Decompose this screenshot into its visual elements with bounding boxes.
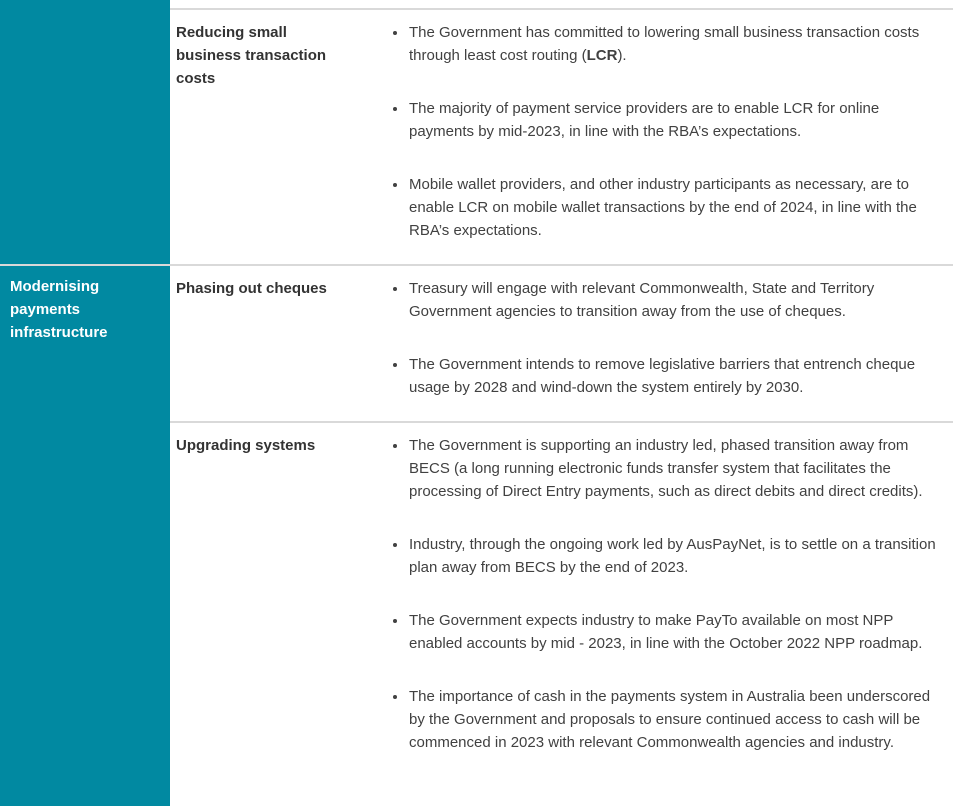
bullet-list xyxy=(388,434,943,754)
row-heading-cell xyxy=(170,423,388,806)
row-heading-cell xyxy=(170,10,388,264)
bold-term: LCR xyxy=(586,47,618,64)
category-cell-previous xyxy=(0,0,170,264)
bullet-item: • The Government expects industry to make PayTo available on most NPP enabled accounts by mid - 2023, in line with the October 2022 NPP roadmap. xyxy=(408,609,943,655)
table-row xyxy=(170,264,953,421)
row-heading: Reducing small business transaction costs xyxy=(176,24,327,87)
bullet-item: • Mobile wallet providers, and other industry participants as necessary, are to enable LCR on mobile wallet transactions by the end of 2024, in line with the RBA’s expectations. xyxy=(408,173,943,242)
table-row xyxy=(170,8,953,264)
bullet-item: • The importance of cash in the payments system in Australia been underscored by the Government and proposals to ensure continued access to cash will be commenced in 2023 with relevant Commonwealth agencies and industry. xyxy=(408,685,943,754)
bullet-item: • The Government has committed to lowering small business transaction costs through least cost routing (LCR). xyxy=(408,21,943,67)
bullet-cell xyxy=(388,423,953,806)
row-heading-cell xyxy=(170,266,388,421)
bullet-list xyxy=(388,21,943,242)
row-heading: Upgrading systems xyxy=(176,437,316,454)
bullet-item: • The Government intends to remove legislative barriers that entrench cheque usage by 2028 and wind-down the system entirely by 2030. xyxy=(408,353,943,399)
category-cell-modernising: Modernising payments infrastructure xyxy=(0,264,170,806)
bullet-cell xyxy=(388,10,953,264)
bullet-item: • The Government is supporting an industry led, phased transition away from BECS (a long running electronic funds transfer system that facilitates the processing of Direct Entry payments, such as direct debits and direct credits). xyxy=(408,434,943,503)
bullet-item: • The majority of payment service providers are to enable LCR for online payments by mid-2023, in line with the RBA’s expectations. xyxy=(408,97,943,143)
row-heading: Phasing out cheques xyxy=(176,280,327,297)
table-row xyxy=(170,421,953,806)
bullet-cell xyxy=(388,266,953,421)
bullet-item: • Treasury will engage with relevant Commonwealth, State and Territory Government agencies to transition away from the use of cheques. xyxy=(408,277,943,323)
bullet-list xyxy=(388,277,943,399)
bullet-item: • Industry, through the ongoing work led by AusPayNet, is to settle on a transition plan away from BECS by the end of 2023. xyxy=(408,533,943,579)
